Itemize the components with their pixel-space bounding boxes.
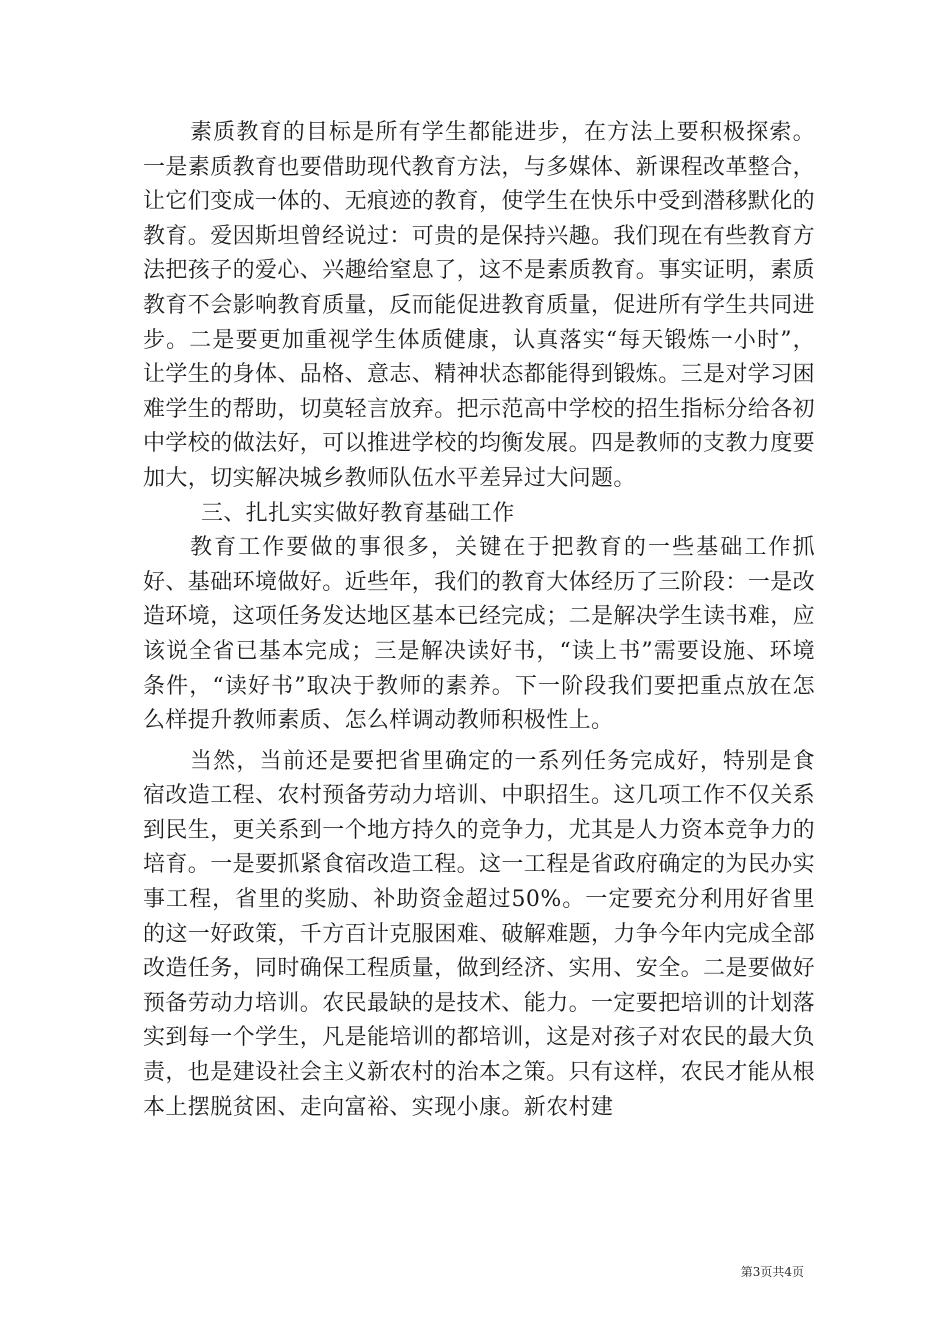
page-number-footer: 第3页共4页	[740, 1265, 804, 1279]
paragraph-quality-education: 素质教育的目标是所有学生都能进步，在方法上要积极探索。一是素质教育也要借助现代教育方法，与多媒体、新课程改革整合，让它们变成一体的、无痕迹的教育，使学生在快乐中受到潜移默化的教育。爱因斯坦曾经说过：可贵的是保持兴趣。我们现在有些教育方法把孩子的爱心、兴趣给窒息了，这不是素质教育。事实证明，素质教育不会影响教育质量，反而能促进教育质量，促进所有学生共同进步。二是要更加重视学生体质健康，认真落实“每天锻炼一小时”，让学生的身体、品格、意志、精神状态都能得到锻炼。三是对学习困难学生的帮助，切莫轻言放弃。把示范高中学校的招生指标分给各初中学校的做法好，可以推进学校的均衡发展。四是教师的支教力度要加大，切实解决城乡教师队伍水平差异过大问题。	[143, 120, 816, 491]
section-heading-3: 三、扎扎实实做好教育基础工作	[201, 500, 515, 526]
paragraph-basic-work: 教育工作要做的事很多，关键在于把教育的一些基础工作抓好、基础环境做好。近些年，我们的教育大体经历了三阶段：一是改造环境，这项任务发达地区基本已经完成；二是解决学生读书难，应该说全省已基本完成；三是解决读好书，“读上书”需要设施、环境条件，“读好书”取决于教师的素养。下一阶段我们要把重点放在怎么样提升教师素质、怎么样调动教师积极性上。	[143, 535, 816, 734]
paragraph-current-tasks: 当然，当前还是要把省里确定的一系列任务完成好，特别是食宿改造工程、农村预备劳动力培训、中职招生。这几项工作不仅关系到民生，更关系到一个地方持久的竞争力，尤其是人力资本竞争力的培育。一是要抓紧食宿改造工程。这一工程是省政府确定的为民办实事工程，省里的奖励、补助资金超过50%。一定要充分利用好省里的这一好政策，千方百计克服困难、破解难题，力争今年内完成全部改造任务，同时确保工程质量，做到经济、实用、安全。二是要做好预备劳动力培训。农民最缺的是技术、能力。一定要把培训的计划落实到每一个学生，凡是能培训的都培训，这是对孩子对农民的最大负责，也是建设社会主义新农村的治本之策。只有这样，农民才能从根本上摆脱贫困、走向富裕、实现小康。新农村建	[143, 748, 816, 1120]
document-body	[143, 116, 815, 1125]
